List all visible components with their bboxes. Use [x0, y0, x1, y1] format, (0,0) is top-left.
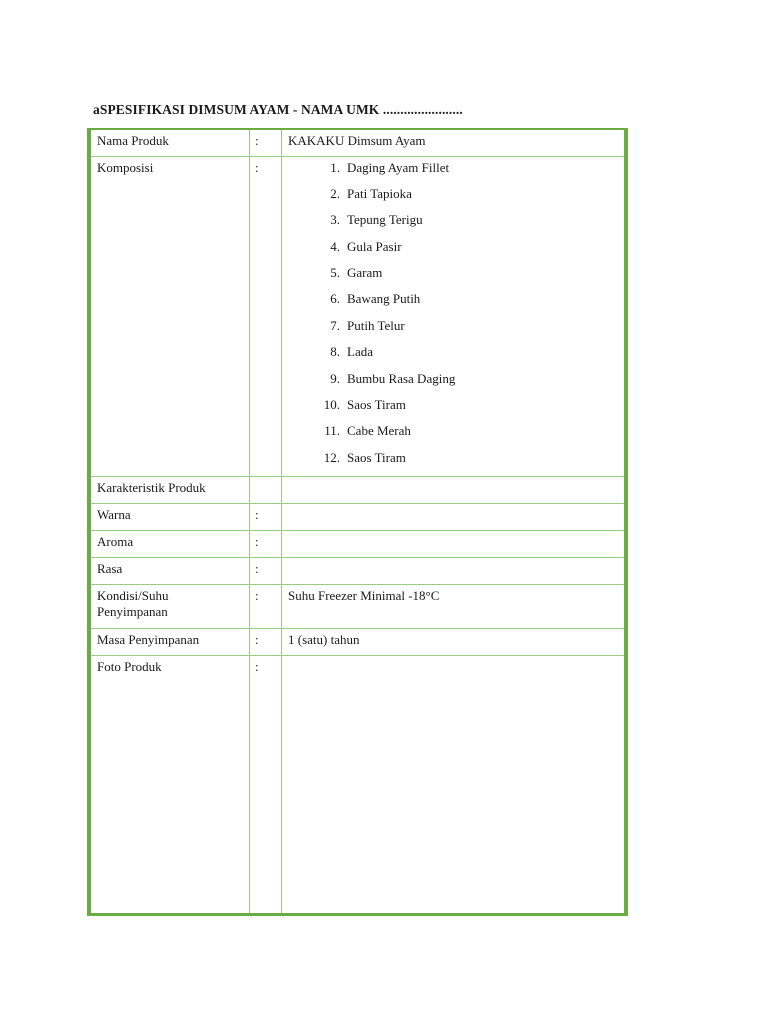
table-row-foto-produk	[89, 656, 626, 915]
value-rasa	[282, 558, 627, 585]
table-row-masa-penyimpanan	[89, 629, 626, 656]
list-item-text: Pati Tapioka	[347, 185, 412, 201]
specification-table	[87, 128, 628, 916]
list-item	[288, 186, 618, 212]
value-warna	[282, 504, 627, 531]
list-item-number: 2.	[330, 185, 340, 201]
list-item-number: 3.	[330, 212, 340, 228]
list-item-text: Tepung Terigu	[347, 212, 423, 228]
label-kondisi-line-1: Kondisi/Suhu	[97, 588, 169, 604]
list-item	[288, 160, 618, 186]
list-item	[288, 423, 618, 449]
value-karakteristik-produk	[282, 477, 627, 504]
list-item-number: 9.	[330, 370, 340, 386]
table-row-komposisi	[89, 156, 626, 477]
list-item-number: 7.	[330, 317, 340, 333]
list-item-text: Gula Pasir	[347, 238, 402, 254]
value-foto-produk	[282, 656, 627, 915]
document-title: aSPESIFIKASI DIMSUM AYAM - NAMA UMK .......................	[93, 102, 463, 117]
list-item-text: Bawang Putih	[347, 291, 421, 307]
list-item-number: 12.	[323, 449, 340, 465]
separator-komposisi: :	[250, 156, 282, 477]
list-item	[288, 318, 618, 344]
list-item-number: 1.	[330, 159, 340, 175]
table-row-rasa	[89, 558, 626, 585]
list-item-number: 11.	[324, 423, 340, 439]
list-item-text: Cabe Merah	[347, 423, 411, 439]
list-item	[288, 265, 618, 291]
list-item-number: 8.	[330, 344, 340, 360]
separator-rasa: :	[250, 558, 282, 585]
list-item-text: Saos Tiram	[347, 449, 406, 465]
list-item-number: 4.	[330, 238, 340, 254]
label-aroma: Aroma	[89, 531, 250, 558]
label-nama-produk: Nama Produk	[89, 129, 250, 156]
list-item-number: 10.	[323, 397, 340, 413]
composition-list	[288, 160, 618, 477]
table-row-kondisi-suhu-penyimpanan	[89, 585, 626, 629]
separator-aroma: :	[250, 531, 282, 558]
label-rasa: Rasa	[89, 558, 250, 585]
label-masa-penyimpanan: Masa Penyimpanan	[89, 629, 250, 656]
label-karakteristik-produk: Karakteristik Produk	[89, 477, 250, 504]
list-item-text: Bumbu Rasa Daging	[347, 370, 456, 386]
separator-foto-produk: :	[250, 656, 282, 915]
table-row-nama-produk	[89, 129, 626, 156]
list-item-text: Daging Ayam Fillet	[347, 159, 450, 175]
separator-masa-penyimpanan: :	[250, 629, 282, 656]
label-kondisi-line-2: Penyimpanan	[97, 604, 168, 620]
list-item	[288, 450, 618, 476]
table-row-karakteristik-produk	[89, 477, 626, 504]
list-item	[288, 212, 618, 238]
list-item-text: Garam	[347, 265, 383, 281]
separator-kondisi-suhu-penyimpanan: :	[250, 585, 282, 629]
list-item-text: Putih Telur	[347, 317, 405, 333]
table-row-warna	[89, 504, 626, 531]
label-kondisi-suhu-penyimpanan	[89, 585, 250, 629]
separator-nama-produk: :	[250, 129, 282, 156]
value-aroma	[282, 531, 627, 558]
list-item	[288, 291, 618, 317]
value-komposisi	[282, 156, 627, 477]
list-item-number: 6.	[330, 291, 340, 307]
separator-karakteristik-produk	[250, 477, 282, 504]
value-nama-produk: KAKAKU Dimsum Ayam	[282, 129, 627, 156]
separator-warna: :	[250, 504, 282, 531]
list-item-text: Lada	[347, 344, 373, 360]
label-komposisi: Komposisi	[89, 156, 250, 477]
label-warna: Warna	[89, 504, 250, 531]
list-item	[288, 239, 618, 265]
label-foto-produk: Foto Produk	[89, 656, 250, 915]
value-masa-penyimpanan: 1 (satu) tahun	[282, 629, 627, 656]
list-item	[288, 371, 618, 397]
value-kondisi-suhu-penyimpanan: Suhu Freezer Minimal -18°C	[282, 585, 627, 629]
list-item-number: 5.	[330, 265, 340, 281]
table-row-aroma	[89, 531, 626, 558]
list-item	[288, 397, 618, 423]
list-item	[288, 344, 618, 370]
list-item-text: Saos Tiram	[347, 397, 406, 413]
